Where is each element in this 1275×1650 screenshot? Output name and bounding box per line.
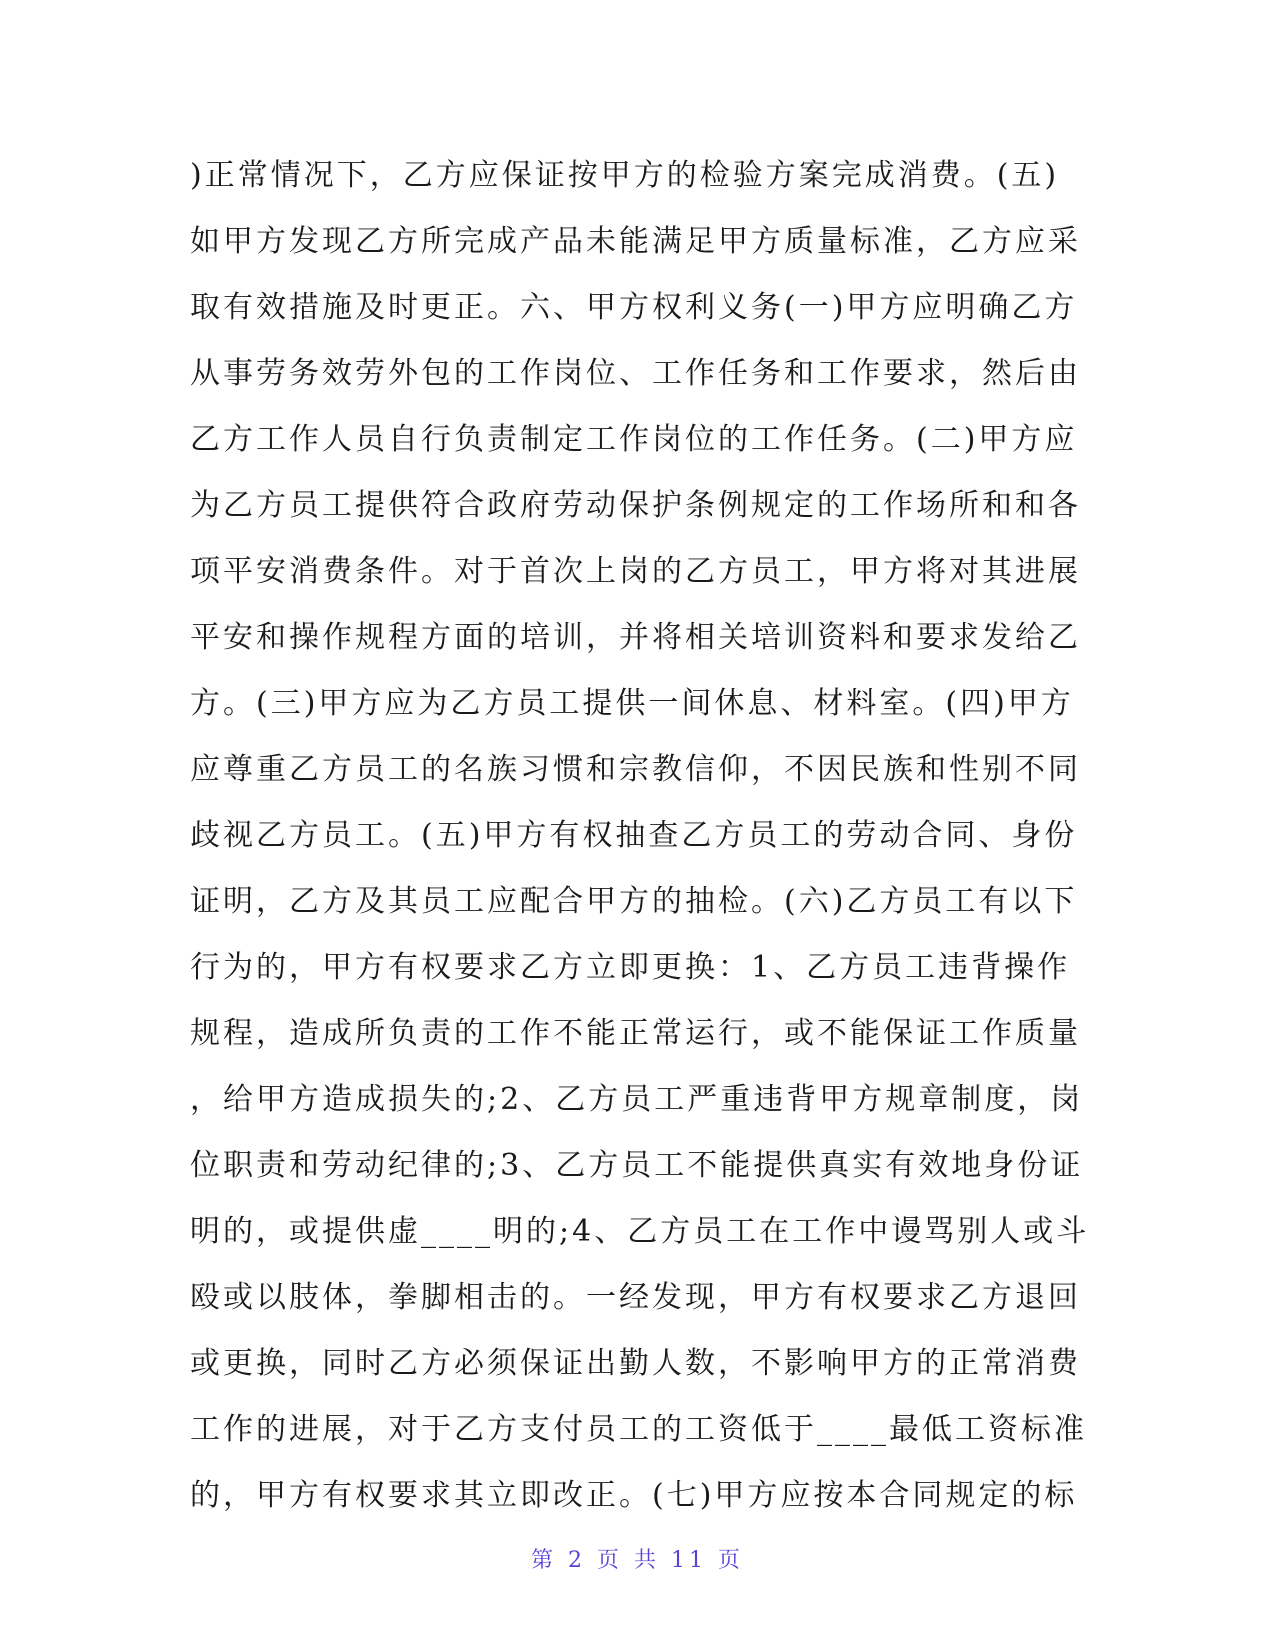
text-line: 从事劳务效劳外包的工作岗位、工作任务和工作要求，然后由 [190, 356, 1081, 391]
text-line: 的，甲方有权要求其立即改正。(七)甲方应按本合同规定的标 [190, 1478, 1078, 1513]
text-line: 规程，造成所负责的工作不能正常运行，或不能保证工作质量 [190, 1016, 1081, 1051]
document-body [190, 143, 1090, 1529]
text-line: 位职责和劳动纪律的;3、乙方员工不能提供真实有效地身份证 [190, 1148, 1084, 1183]
text-line: 为乙方员工提供符合政府劳动保护条例规定的工作场所和和各 [190, 488, 1081, 523]
text-line: 殴或以肢体，拳脚相击的。一经发现，甲方有权要求乙方退回 [190, 1280, 1081, 1315]
text-line: 或更换，同时乙方必须保证出勤人数，不影响甲方的正常消费 [190, 1346, 1081, 1381]
text-line: 平安和操作规程方面的培训，并将相关培训资料和要求发给乙 [190, 620, 1081, 655]
text-line: ，给甲方造成损失的;2、乙方员工严重违背甲方规章制度，岗 [190, 1082, 1084, 1117]
text-line: 行为的，甲方有权要求乙方立即更换：1、乙方员工违背操作 [190, 950, 1071, 985]
text-line: 应尊重乙方员工的名族习惯和宗教信仰，不因民族和性别不同 [190, 752, 1081, 787]
text-line: 证明，乙方及其员工应配合甲方的抽检。(六)乙方员工有以下 [190, 884, 1078, 919]
text-line: 如甲方发现乙方所完成产品未能满足甲方质量标准，乙方应采 [190, 224, 1081, 259]
text-line: 歧视乙方员工。(五)甲方有权抽查乙方员工的劳动合同、身份 [190, 818, 1078, 853]
text-line: 取有效措施及时更正。六、甲方权利义务(一)甲方应明确乙方 [190, 290, 1078, 325]
text-line: 明的，或提供虚____明的;4、乙方员工在工作中谩骂别人或斗 [190, 1214, 1090, 1249]
text-line: )正常情况下，乙方应保证按甲方的检验方案完成消费。(五) [190, 158, 1060, 193]
text-line: 项平安消费条件。对于首次上岗的乙方员工，甲方将对其进展 [190, 554, 1081, 589]
page-number-footer: 第 2 页 共 11 页 [531, 1548, 744, 1573]
text-line: 乙方工作人员自行负责制定工作岗位的工作任务。(二)甲方应 [190, 422, 1078, 457]
text-line: 工作的进展，对于乙方支付员工的工资低于____最低工资标准 [190, 1412, 1087, 1447]
text-line: 方。(三)甲方应为乙方员工提供一间休息、材料室。(四)甲方 [190, 686, 1074, 721]
